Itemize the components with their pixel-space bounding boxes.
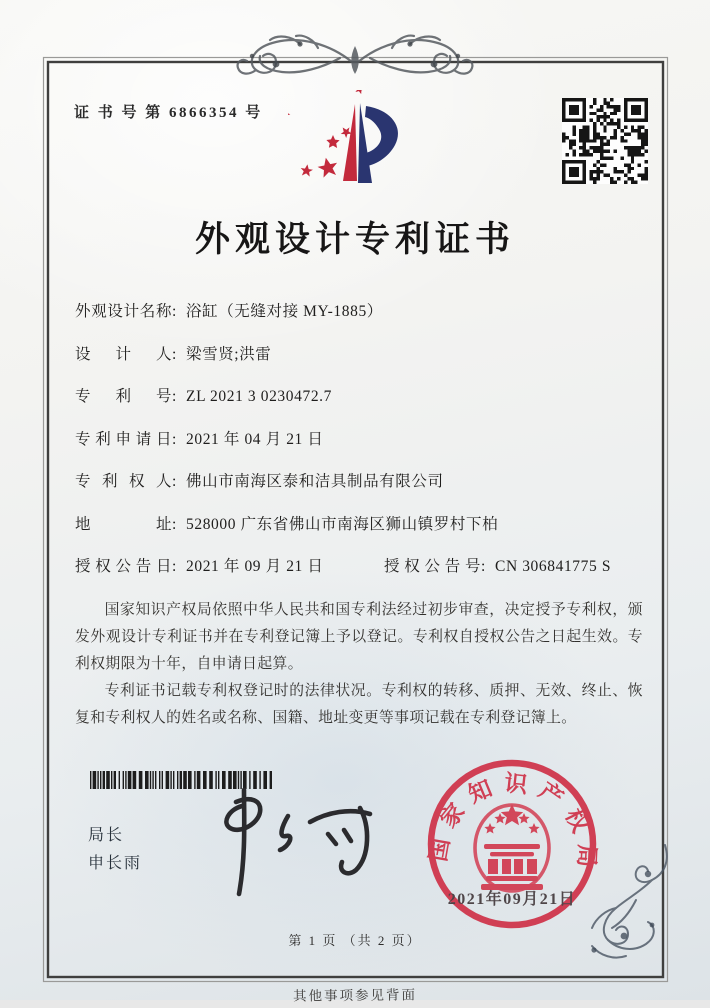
field-label: 专利号	[75, 388, 172, 405]
field-label: 授权公告日	[75, 558, 172, 575]
field-value: 浴缸（无缝对接 MY-1885）	[186, 303, 383, 320]
field-design-name: 外观设计名称 : 浴缸（无缝对接 MY-1885）	[75, 299, 643, 321]
field-address: 地址 : 528000 广东省佛山市南海区狮山镇罗村下柏	[75, 512, 643, 534]
official-seal	[424, 756, 600, 932]
field-designer: 设计人 : 梁雪贤;洪雷	[75, 342, 643, 364]
field-label: 设计人	[75, 345, 172, 363]
qr-code	[562, 98, 648, 184]
certificate-fields	[75, 299, 643, 597]
field-application-date: 专利申请日 : 2021 年 04 月 21 日	[75, 427, 643, 449]
field-patentee: 专利权人 : 佛山市南海区泰和洁具制品有限公司	[75, 469, 643, 491]
field-label: 外观设计名称	[75, 303, 172, 320]
page-number: 第 1 页 （共 2 页）	[288, 933, 422, 948]
certificate-title: 外观设计专利证书	[194, 220, 515, 259]
field-grant-announcement: 授权公告日 : 2021 年 09 月 21 日 授权公告号 : CN 306841775 S	[75, 554, 643, 576]
field-label: 专利权人	[75, 473, 172, 490]
national-emblem-icon	[475, 804, 549, 891]
legal-paragraph: 专利证书记载专利权登记时的法律状况。专利权的转移、质押、无效、终止、恢复和专利权人的姓名或名称、国籍、地址变更等事项记载在专利登记簿上。	[75, 683, 643, 726]
seal-date: 2021年09月21日	[447, 891, 577, 908]
back-side-note: 其他事项参见背面	[292, 987, 418, 1004]
field-value: 梁雪贤;洪雷	[186, 345, 272, 363]
field-value: 528000 广东省佛山市南海区狮山镇罗村下柏	[186, 515, 499, 533]
legal-paragraph: 国家知识产权局依照中华人民共和国专利法经过初步审查，决定授予专利权，颁发外观设计专利证书并在专利登记簿上予以登记。专利权自授权公告之日起生效。专利权期限为十年，自申请日起算。	[75, 602, 643, 672]
field-value: ZL 2021 3 0230472.7	[186, 388, 333, 405]
legal-body-text	[75, 597, 643, 732]
field-label: 专利申请日	[75, 430, 172, 448]
field-value: 2021 年 04 月 21 日	[186, 430, 324, 448]
field-value: 2021 年 09 月 21 日	[186, 558, 324, 575]
field-value: CN 306841775 S	[495, 558, 612, 575]
certificate-number: 证 书 号 第 6866354 号	[74, 105, 263, 121]
seal-agency-text: 国家知识产权局	[425, 770, 600, 878]
field-label: 地址	[75, 515, 172, 533]
commissioner-block	[88, 822, 142, 878]
field-patent-number: 专利号 : ZL 2021 3 0230472.7	[75, 384, 643, 406]
field-value: 佛山市南海区泰和洁具制品有限公司	[186, 473, 444, 490]
commissioner-name: 申长雨	[88, 855, 143, 872]
signature-handwriting-icon	[192, 782, 382, 900]
field-label: 授权公告号	[384, 558, 481, 575]
commissioner-role: 局长	[88, 827, 125, 844]
cnipa-logo-icon	[288, 90, 432, 198]
